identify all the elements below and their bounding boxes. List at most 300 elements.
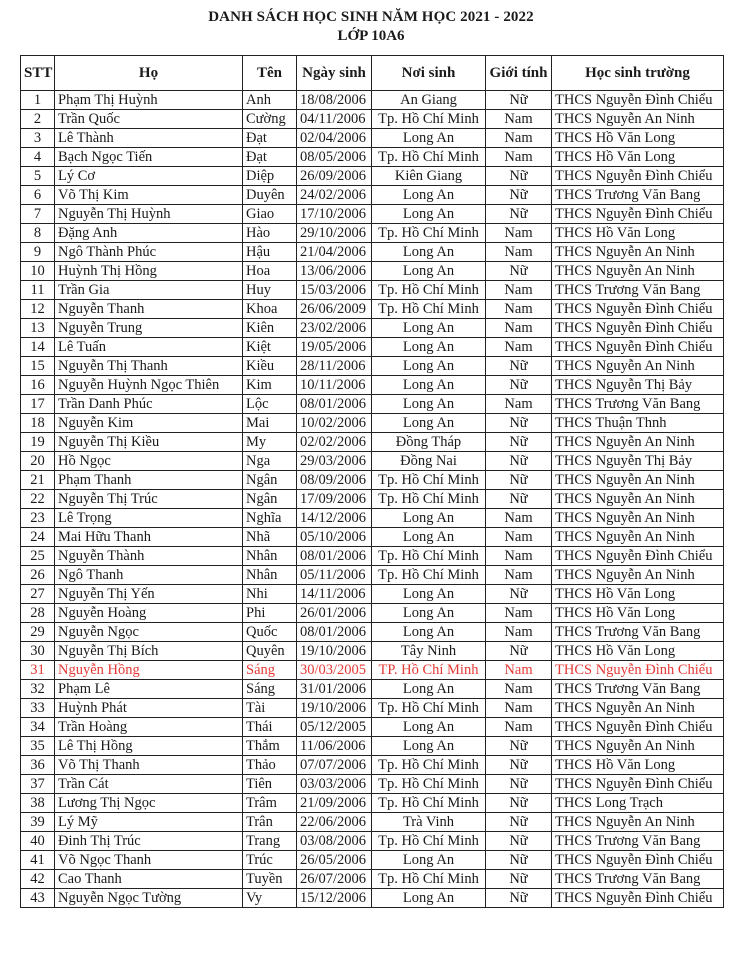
cell-ho: Lương Thị Ngọc [55, 794, 243, 813]
cell-ngay-sinh: 08/01/2006 [297, 395, 372, 414]
cell-ten: Trâm [243, 794, 297, 813]
cell-noi-sinh: Tp. Hồ Chí Minh [372, 832, 486, 851]
cell-gioi-tinh: Nam [486, 300, 552, 319]
cell-ten: Tuyền [243, 870, 297, 889]
cell-ten: Thắm [243, 737, 297, 756]
cell-truong: THCS Nguyễn Đình Chiểu [552, 718, 724, 737]
cell-ngay-sinh: 19/05/2006 [297, 338, 372, 357]
cell-noi-sinh: Long An [372, 319, 486, 338]
cell-noi-sinh: Long An [372, 737, 486, 756]
cell-ten: Kiều [243, 357, 297, 376]
cell-gioi-tinh: Nam [486, 509, 552, 528]
cell-truong: THCS Nguyễn Đình Chiểu [552, 338, 724, 357]
cell-ten: Sáng [243, 661, 297, 680]
cell-noi-sinh: Long An [372, 718, 486, 737]
cell-noi-sinh: Kiên Giang [372, 167, 486, 186]
cell-ho: Huỳnh Thị Hồng [55, 262, 243, 281]
cell-truong: THCS Hồ Văn Long [552, 642, 724, 661]
table-row [21, 585, 724, 604]
cell-noi-sinh: Đồng Nai [372, 452, 486, 471]
cell-ho: Nguyễn Thị Thanh [55, 357, 243, 376]
cell-stt: 6 [21, 186, 55, 205]
cell-noi-sinh: Long An [372, 262, 486, 281]
cell-ho: Lê Thị Hồng [55, 737, 243, 756]
cell-ho: Nguyễn Kim [55, 414, 243, 433]
cell-truong: THCS Nguyễn An Ninh [552, 509, 724, 528]
cell-ho: Lý Mỹ [55, 813, 243, 832]
table-row [21, 851, 724, 870]
cell-ngay-sinh: 02/02/2006 [297, 433, 372, 452]
cell-truong: THCS Hồ Văn Long [552, 585, 724, 604]
cell-gioi-tinh: Nữ [486, 813, 552, 832]
table-row [21, 224, 724, 243]
cell-stt: 37 [21, 775, 55, 794]
cell-gioi-tinh: Nam [486, 680, 552, 699]
cell-ten: Kiên [243, 319, 297, 338]
table-row [21, 433, 724, 452]
cell-ho: Mai Hữu Thanh [55, 528, 243, 547]
cell-stt: 10 [21, 262, 55, 281]
cell-ten: Nga [243, 452, 297, 471]
cell-ngay-sinh: 04/11/2006 [297, 110, 372, 129]
cell-ngay-sinh: 15/03/2006 [297, 281, 372, 300]
header-stt: STT [21, 56, 55, 91]
cell-ho: Nguyễn Thị Trúc [55, 490, 243, 509]
cell-truong: THCS Nguyễn An Ninh [552, 566, 724, 585]
cell-ngay-sinh: 26/05/2006 [297, 851, 372, 870]
cell-noi-sinh: Long An [372, 889, 486, 908]
cell-ngay-sinh: 21/09/2006 [297, 794, 372, 813]
cell-noi-sinh: Tp. Hồ Chí Minh [372, 281, 486, 300]
cell-ho: Nguyễn Trung [55, 319, 243, 338]
cell-truong: THCS Nguyễn Đình Chiểu [552, 889, 724, 908]
cell-gioi-tinh: Nam [486, 661, 552, 680]
cell-ngay-sinh: 15/12/2006 [297, 889, 372, 908]
cell-stt: 8 [21, 224, 55, 243]
table-row [21, 832, 724, 851]
cell-truong: THCS Nguyễn An Ninh [552, 357, 724, 376]
cell-gioi-tinh: Nữ [486, 357, 552, 376]
cell-noi-sinh: Long An [372, 851, 486, 870]
cell-ten: Đạt [243, 148, 297, 167]
document-header [0, 8, 742, 46]
cell-truong: THCS Nguyễn Đình Chiểu [552, 547, 724, 566]
cell-ten: Đạt [243, 129, 297, 148]
cell-ten: Tiên [243, 775, 297, 794]
cell-truong: THCS Nguyễn Đình Chiểu [552, 775, 724, 794]
header-truong: Học sinh trường [552, 56, 724, 91]
cell-ten: Khoa [243, 300, 297, 319]
table-row [21, 680, 724, 699]
cell-ho: Cao Thanh [55, 870, 243, 889]
cell-stt: 16 [21, 376, 55, 395]
document-title: DANH SÁCH HỌC SINH NĂM HỌC 2021 - 2022 [208, 9, 534, 25]
cell-stt: 22 [21, 490, 55, 509]
cell-ngay-sinh: 31/01/2006 [297, 680, 372, 699]
cell-truong: THCS Trương Văn Bang [552, 186, 724, 205]
cell-ho: Phạm Thanh [55, 471, 243, 490]
table-row [21, 699, 724, 718]
cell-stt: 18 [21, 414, 55, 433]
table-row [21, 110, 724, 129]
cell-noi-sinh: Tp. Hồ Chí Minh [372, 756, 486, 775]
cell-ngay-sinh: 13/06/2006 [297, 262, 372, 281]
cell-ho: Nguyễn Hoàng [55, 604, 243, 623]
header-noi-sinh: Nơi sinh [372, 56, 486, 91]
cell-stt: 14 [21, 338, 55, 357]
cell-ten: Hậu [243, 243, 297, 262]
header-ten: Tên [243, 56, 297, 91]
table-row [21, 756, 724, 775]
cell-gioi-tinh: Nữ [486, 433, 552, 452]
cell-truong: THCS Trương Văn Bang [552, 680, 724, 699]
cell-ho: Bạch Ngọc Tiến [55, 148, 243, 167]
cell-truong: THCS Nguyễn An Ninh [552, 471, 724, 490]
cell-ten: Thái [243, 718, 297, 737]
cell-stt: 17 [21, 395, 55, 414]
cell-stt: 38 [21, 794, 55, 813]
cell-truong: THCS Nguyễn Thị Bảy [552, 376, 724, 395]
table-row [21, 490, 724, 509]
cell-ten: Cường [243, 110, 297, 129]
table-row [21, 661, 724, 680]
cell-gioi-tinh: Nam [486, 718, 552, 737]
cell-gioi-tinh: Nam [486, 281, 552, 300]
cell-ngay-sinh: 05/11/2006 [297, 566, 372, 585]
cell-noi-sinh: Long An [372, 243, 486, 262]
cell-ngay-sinh: 05/12/2005 [297, 718, 372, 737]
cell-ngay-sinh: 23/02/2006 [297, 319, 372, 338]
cell-ten: Kiệt [243, 338, 297, 357]
table-row [21, 547, 724, 566]
cell-stt: 2 [21, 110, 55, 129]
table-row [21, 718, 724, 737]
cell-truong: THCS Trương Văn Bang [552, 281, 724, 300]
table-row [21, 566, 724, 585]
cell-stt: 29 [21, 623, 55, 642]
table-row [21, 528, 724, 547]
cell-ngay-sinh: 11/06/2006 [297, 737, 372, 756]
table-row [21, 338, 724, 357]
cell-gioi-tinh: Nam [486, 528, 552, 547]
cell-ten: Diệp [243, 167, 297, 186]
cell-ten: My [243, 433, 297, 452]
cell-stt: 1 [21, 91, 55, 110]
cell-ngay-sinh: 26/07/2006 [297, 870, 372, 889]
cell-ngay-sinh: 18/08/2006 [297, 91, 372, 110]
cell-stt: 32 [21, 680, 55, 699]
table-row [21, 167, 724, 186]
student-table [20, 55, 724, 908]
cell-ho: Trần Hoàng [55, 718, 243, 737]
table-row [21, 870, 724, 889]
cell-ho: Hồ Ngọc [55, 452, 243, 471]
cell-ngay-sinh: 22/06/2006 [297, 813, 372, 832]
cell-truong: THCS Nguyễn Đình Chiểu [552, 319, 724, 338]
cell-ten: Anh [243, 91, 297, 110]
cell-noi-sinh: An Giang [372, 91, 486, 110]
cell-ngay-sinh: 03/03/2006 [297, 775, 372, 794]
table-row [21, 395, 724, 414]
cell-noi-sinh: Long An [372, 509, 486, 528]
cell-ho: Phạm Lê [55, 680, 243, 699]
cell-ten: Hoa [243, 262, 297, 281]
cell-ho: Huỳnh Phát [55, 699, 243, 718]
cell-ngay-sinh: 21/04/2006 [297, 243, 372, 262]
cell-gioi-tinh: Nam [486, 243, 552, 262]
cell-noi-sinh: Đồng Tháp [372, 433, 486, 452]
cell-truong: THCS Nguyễn An Ninh [552, 243, 724, 262]
cell-gioi-tinh: Nam [486, 110, 552, 129]
cell-ngay-sinh: 08/09/2006 [297, 471, 372, 490]
cell-ngay-sinh: 17/10/2006 [297, 205, 372, 224]
cell-noi-sinh: Long An [372, 623, 486, 642]
cell-gioi-tinh: Nữ [486, 262, 552, 281]
cell-ho: Đặng Anh [55, 224, 243, 243]
table-row [21, 300, 724, 319]
cell-gioi-tinh: Nam [486, 623, 552, 642]
cell-ho: Võ Thị Thanh [55, 756, 243, 775]
cell-truong: THCS Nguyễn Đình Chiểu [552, 661, 724, 680]
cell-ten: Giao [243, 205, 297, 224]
cell-stt: 11 [21, 281, 55, 300]
cell-ten: Nhân [243, 547, 297, 566]
cell-gioi-tinh: Nữ [486, 490, 552, 509]
cell-ngay-sinh: 03/08/2006 [297, 832, 372, 851]
cell-stt: 26 [21, 566, 55, 585]
cell-noi-sinh: Tp. Hồ Chí Minh [372, 794, 486, 813]
cell-stt: 36 [21, 756, 55, 775]
cell-ngay-sinh: 19/10/2006 [297, 642, 372, 661]
cell-ho: Nguyễn Huỳnh Ngọc Thiên [55, 376, 243, 395]
cell-gioi-tinh: Nam [486, 148, 552, 167]
header-ho: Họ [55, 56, 243, 91]
table-row [21, 148, 724, 167]
cell-ten: Duyên [243, 186, 297, 205]
table-row [21, 471, 724, 490]
cell-gioi-tinh: Nữ [486, 775, 552, 794]
cell-noi-sinh: Long An [372, 186, 486, 205]
cell-ten: Nhã [243, 528, 297, 547]
cell-stt: 3 [21, 129, 55, 148]
cell-truong: THCS Trương Văn Bang [552, 395, 724, 414]
cell-noi-sinh: Long An [372, 376, 486, 395]
cell-noi-sinh: Long An [372, 357, 486, 376]
cell-ten: Sáng [243, 680, 297, 699]
cell-ho: Trần Cát [55, 775, 243, 794]
cell-truong: THCS Nguyễn An Ninh [552, 490, 724, 509]
table-row [21, 642, 724, 661]
cell-ten: Ngân [243, 490, 297, 509]
cell-gioi-tinh: Nam [486, 129, 552, 148]
cell-ngay-sinh: 17/09/2006 [297, 490, 372, 509]
table-row [21, 794, 724, 813]
cell-noi-sinh: Tp. Hồ Chí Minh [372, 566, 486, 585]
cell-ten: Vy [243, 889, 297, 908]
cell-ten: Phi [243, 604, 297, 623]
cell-ho: Nguyễn Thị Huỳnh [55, 205, 243, 224]
cell-gioi-tinh: Nữ [486, 186, 552, 205]
header-ngay-sinh: Ngày sinh [297, 56, 372, 91]
cell-ho: Trần Danh Phúc [55, 395, 243, 414]
cell-noi-sinh: Long An [372, 205, 486, 224]
cell-stt: 28 [21, 604, 55, 623]
cell-stt: 34 [21, 718, 55, 737]
table-row [21, 509, 724, 528]
cell-ten: Quyên [243, 642, 297, 661]
cell-noi-sinh: Tp. Hồ Chí Minh [372, 870, 486, 889]
cell-truong: THCS Hồ Văn Long [552, 148, 724, 167]
table-row [21, 262, 724, 281]
cell-ho: Phạm Thị Huỳnh [55, 91, 243, 110]
table-body [21, 91, 724, 908]
table-row [21, 319, 724, 338]
cell-noi-sinh: Long An [372, 129, 486, 148]
cell-ho: Nguyễn Thị Bích [55, 642, 243, 661]
cell-ten: Nghĩa [243, 509, 297, 528]
cell-stt: 9 [21, 243, 55, 262]
cell-ngay-sinh: 08/01/2006 [297, 547, 372, 566]
cell-ho: Nguyễn Hồng [55, 661, 243, 680]
cell-gioi-tinh: Nữ [486, 167, 552, 186]
table-row [21, 813, 724, 832]
cell-ten: Lộc [243, 395, 297, 414]
cell-noi-sinh: Tp. Hồ Chí Minh [372, 547, 486, 566]
cell-truong: THCS Long Trạch [552, 794, 724, 813]
cell-stt: 27 [21, 585, 55, 604]
cell-ngay-sinh: 08/01/2006 [297, 623, 372, 642]
cell-truong: THCS Hồ Văn Long [552, 604, 724, 623]
cell-gioi-tinh: Nam [486, 699, 552, 718]
cell-ten: Trân [243, 813, 297, 832]
cell-ngay-sinh: 28/11/2006 [297, 357, 372, 376]
cell-stt: 24 [21, 528, 55, 547]
cell-ngay-sinh: 26/09/2006 [297, 167, 372, 186]
cell-ngay-sinh: 08/05/2006 [297, 148, 372, 167]
cell-stt: 21 [21, 471, 55, 490]
cell-ngay-sinh: 10/11/2006 [297, 376, 372, 395]
cell-gioi-tinh: Nam [486, 604, 552, 623]
cell-truong: THCS Nguyễn An Ninh [552, 528, 724, 547]
cell-stt: 39 [21, 813, 55, 832]
cell-ho: Nguyễn Thành [55, 547, 243, 566]
table-row [21, 205, 724, 224]
cell-ngay-sinh: 29/03/2006 [297, 452, 372, 471]
cell-noi-sinh: Tp. Hồ Chí Minh [372, 148, 486, 167]
cell-ngay-sinh: 26/06/2009 [297, 300, 372, 319]
table-row [21, 775, 724, 794]
table-row [21, 604, 724, 623]
table-row [21, 414, 724, 433]
header-gioi-tinh: Giới tính [486, 56, 552, 91]
cell-gioi-tinh: Nữ [486, 91, 552, 110]
table-row [21, 281, 724, 300]
table-row [21, 186, 724, 205]
cell-truong: THCS Trương Văn Bang [552, 870, 724, 889]
cell-noi-sinh: Tp. Hồ Chí Minh [372, 490, 486, 509]
cell-gioi-tinh: Nữ [486, 376, 552, 395]
cell-stt: 5 [21, 167, 55, 186]
cell-ho: Ngô Thành Phúc [55, 243, 243, 262]
cell-ho: Nguyễn Ngọc Tường [55, 889, 243, 908]
cell-gioi-tinh: Nam [486, 224, 552, 243]
cell-truong: THCS Thuận Thnh [552, 414, 724, 433]
cell-gioi-tinh: Nữ [486, 756, 552, 775]
cell-truong: THCS Nguyễn An Ninh [552, 433, 724, 452]
table-header-row [21, 56, 724, 91]
cell-gioi-tinh: Nữ [486, 452, 552, 471]
cell-gioi-tinh: Nam [486, 566, 552, 585]
cell-ten: Thảo [243, 756, 297, 775]
cell-noi-sinh: Long An [372, 604, 486, 623]
cell-ten: Tài [243, 699, 297, 718]
cell-ngay-sinh: 14/12/2006 [297, 509, 372, 528]
cell-ten: Trúc [243, 851, 297, 870]
cell-truong: THCS Nguyễn Đình Chiểu [552, 300, 724, 319]
cell-ngay-sinh: 29/10/2006 [297, 224, 372, 243]
cell-ten: Kim [243, 376, 297, 395]
cell-noi-sinh: Tp. Hồ Chí Minh [372, 471, 486, 490]
cell-truong: THCS Nguyễn Thị Bảy [552, 452, 724, 471]
cell-stt: 25 [21, 547, 55, 566]
cell-noi-sinh: Long An [372, 414, 486, 433]
cell-stt: 4 [21, 148, 55, 167]
cell-stt: 12 [21, 300, 55, 319]
table-row [21, 623, 724, 642]
cell-ho: Trần Gia [55, 281, 243, 300]
cell-ten: Nhi [243, 585, 297, 604]
cell-gioi-tinh: Nữ [486, 794, 552, 813]
class-name: LỚP 10A6 [337, 28, 405, 44]
cell-stt: 31 [21, 661, 55, 680]
cell-noi-sinh: Tp. Hồ Chí Minh [372, 775, 486, 794]
cell-ngay-sinh: 10/02/2006 [297, 414, 372, 433]
cell-ten: Nhân [243, 566, 297, 585]
table-row [21, 376, 724, 395]
cell-ngay-sinh: 26/01/2006 [297, 604, 372, 623]
cell-ho: Võ Thị Kim [55, 186, 243, 205]
cell-gioi-tinh: Nữ [486, 870, 552, 889]
cell-truong: THCS Trương Văn Bang [552, 832, 724, 851]
cell-stt: 13 [21, 319, 55, 338]
cell-stt: 15 [21, 357, 55, 376]
cell-ho: Nguyễn Ngọc [55, 623, 243, 642]
cell-ten: Trang [243, 832, 297, 851]
cell-noi-sinh: Long An [372, 528, 486, 547]
cell-ten: Huy [243, 281, 297, 300]
cell-truong: THCS Trương Văn Bang [552, 623, 724, 642]
table-row [21, 889, 724, 908]
cell-stt: 42 [21, 870, 55, 889]
cell-gioi-tinh: Nữ [486, 642, 552, 661]
cell-ho: Nguyễn Thị Yến [55, 585, 243, 604]
cell-stt: 33 [21, 699, 55, 718]
cell-truong: THCS Nguyễn An Ninh [552, 813, 724, 832]
cell-truong: THCS Nguyễn An Ninh [552, 737, 724, 756]
cell-ten: Hào [243, 224, 297, 243]
cell-stt: 41 [21, 851, 55, 870]
cell-noi-sinh: Tây Ninh [372, 642, 486, 661]
cell-noi-sinh: Tp. Hồ Chí Minh [372, 224, 486, 243]
table-row [21, 129, 724, 148]
cell-gioi-tinh: Nữ [486, 851, 552, 870]
cell-noi-sinh: Tp. Hồ Chí Minh [372, 300, 486, 319]
table-row [21, 452, 724, 471]
cell-ngay-sinh: 02/04/2006 [297, 129, 372, 148]
cell-gioi-tinh: Nữ [486, 471, 552, 490]
cell-stt: 7 [21, 205, 55, 224]
cell-ho: Lê Tuấn [55, 338, 243, 357]
